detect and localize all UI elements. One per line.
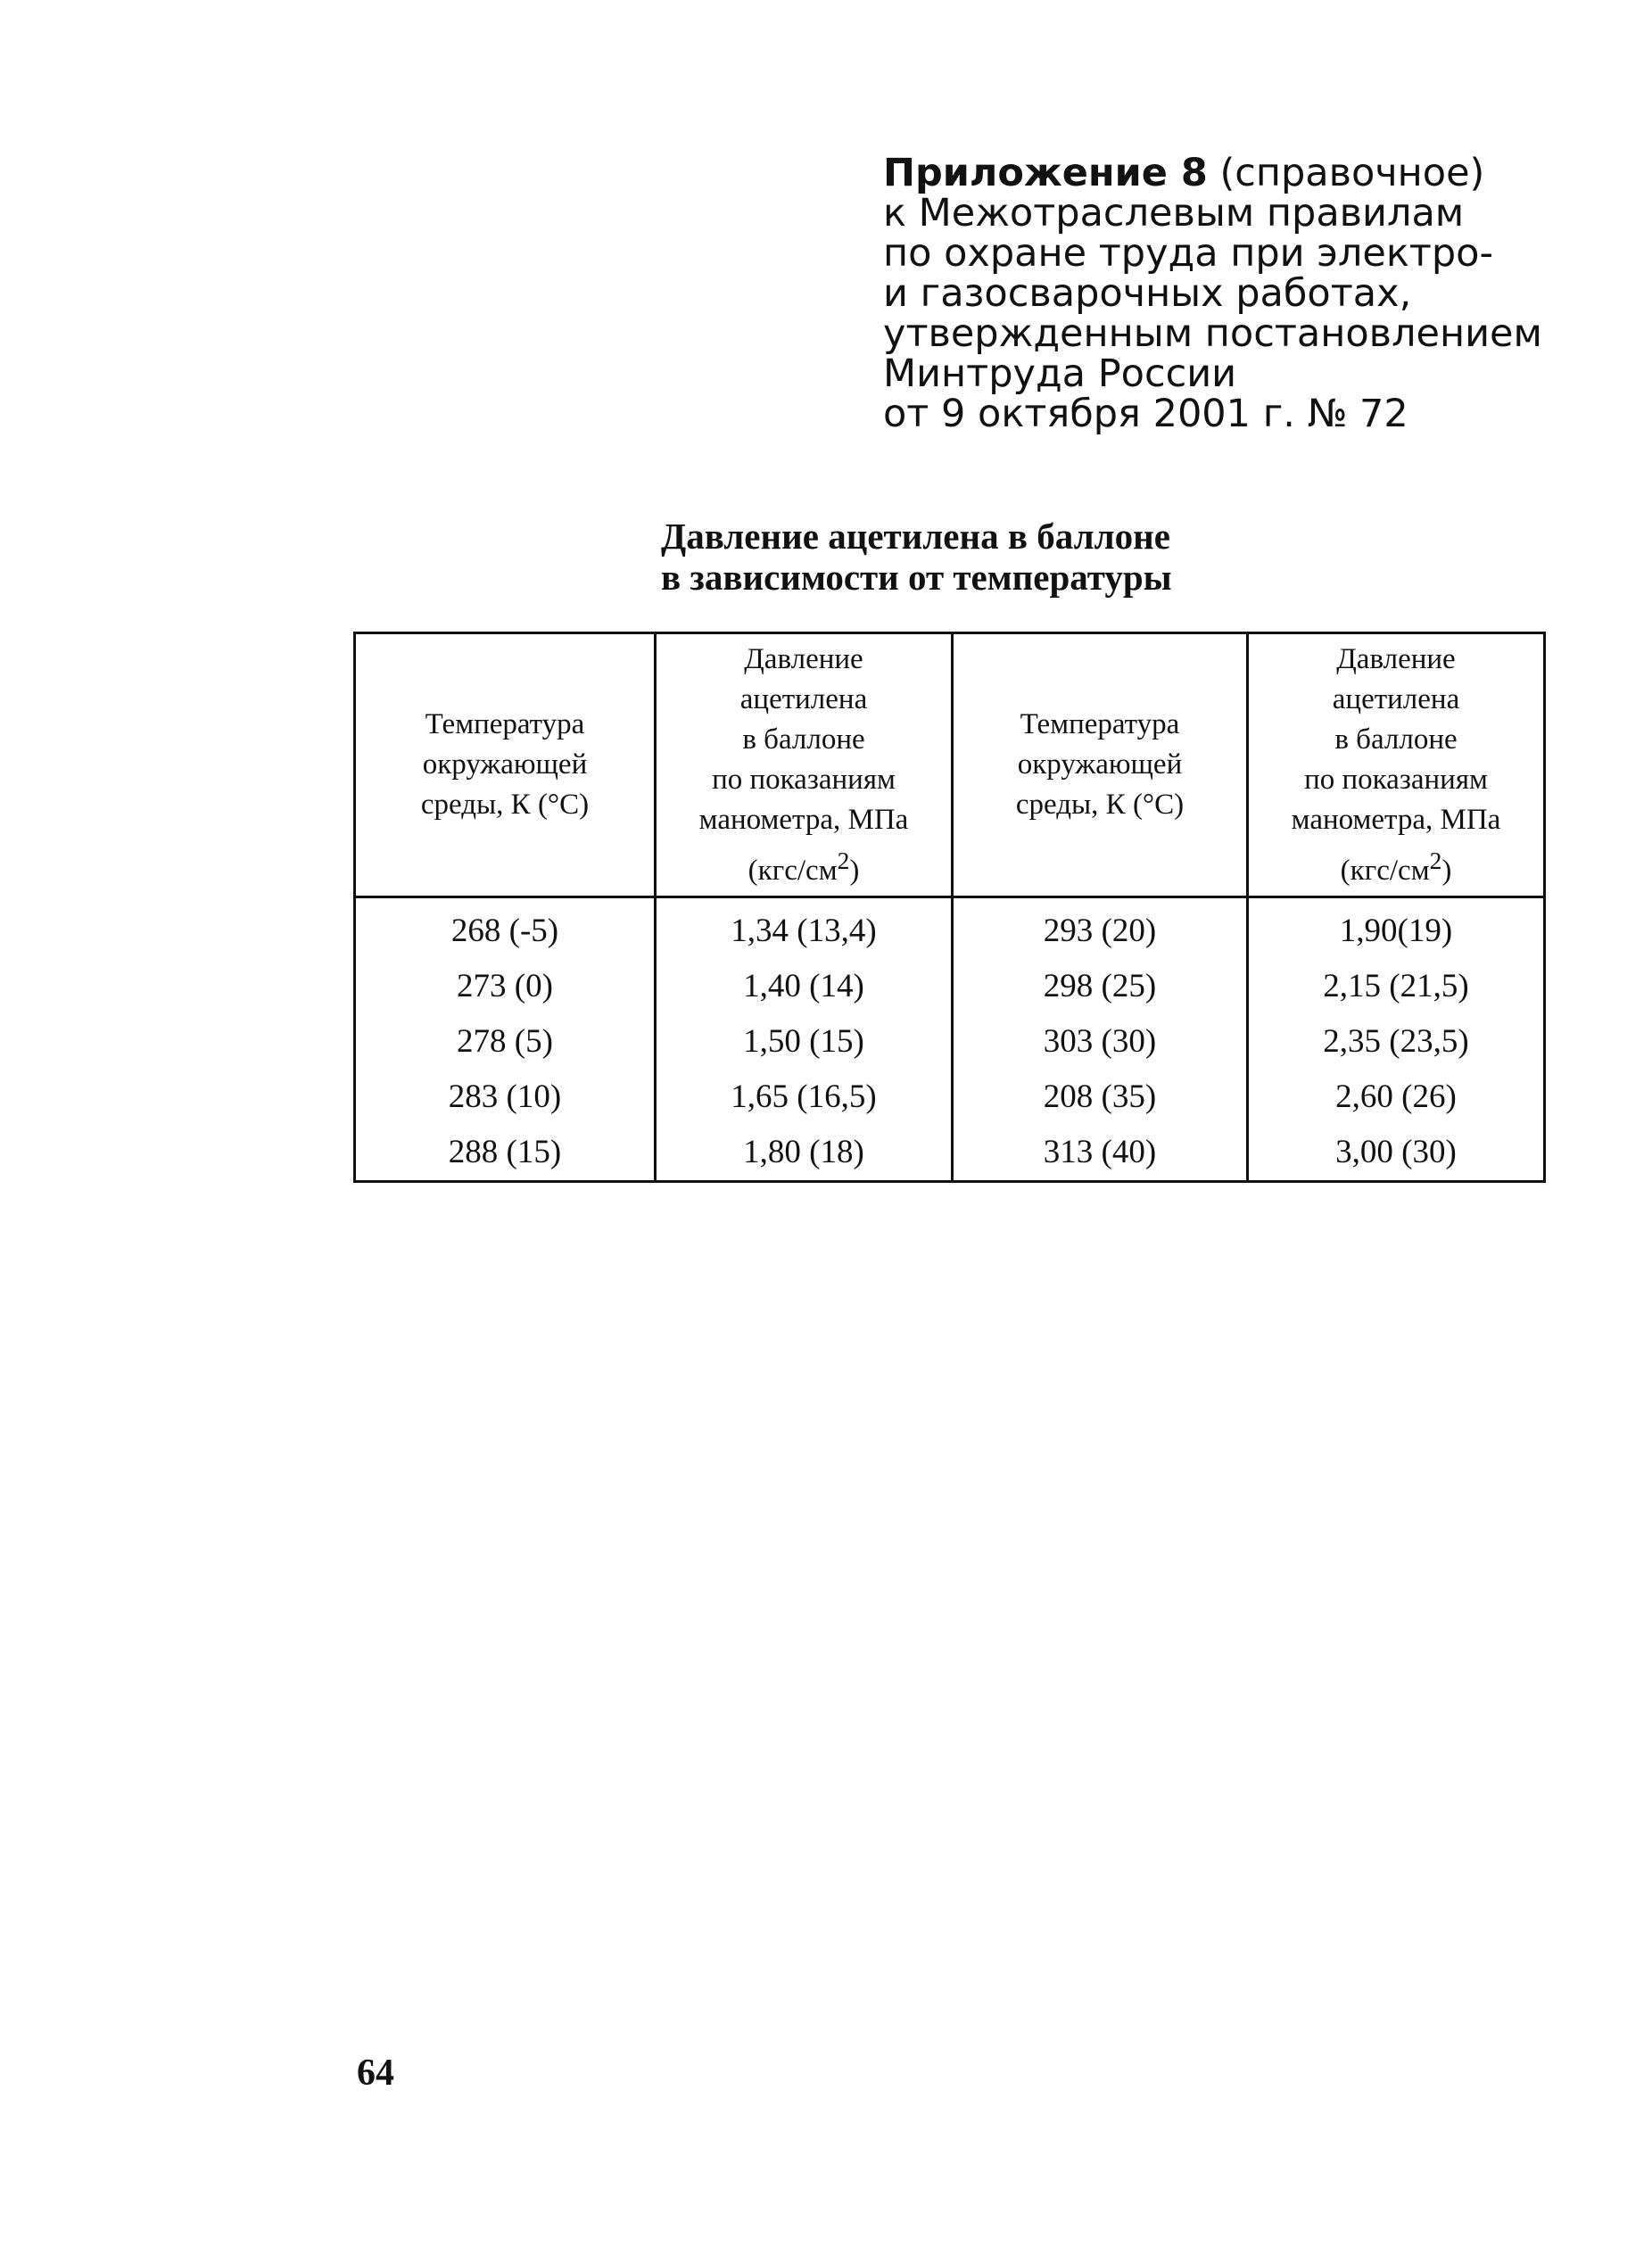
table-title-line-2: в зависимости от температуры xyxy=(661,557,1172,598)
appendix-line-6: от 9 октября 2001 г. № 72 xyxy=(883,392,1408,436)
table-cell: 268 (-5) xyxy=(355,897,656,960)
table-header-row xyxy=(355,633,1545,897)
header-unit-text: ) xyxy=(1441,854,1452,887)
header-unit xyxy=(662,840,946,891)
table-row xyxy=(355,1014,1545,1070)
pressure-table xyxy=(353,632,1546,1183)
table-title xyxy=(0,516,1652,598)
appendix-line-1: к Межотраслевым правилам xyxy=(883,191,1465,235)
header-temperature-1 xyxy=(355,633,656,897)
header-text: окружающей xyxy=(1017,748,1183,781)
header-unit-superscript: 2 xyxy=(837,846,850,874)
table-cell: 298 (25) xyxy=(953,959,1248,1014)
table-title-line-1: Давление ацетилена в баллоне xyxy=(661,516,1170,557)
header-text: манометра, МПа xyxy=(698,803,909,836)
header-text: по показаниям xyxy=(712,763,896,796)
header-text: Температура xyxy=(1020,708,1180,740)
table-row xyxy=(355,897,1545,960)
table-cell: 208 (35) xyxy=(953,1070,1248,1125)
header-text: ацетилена xyxy=(739,682,868,715)
table-cell: 283 (10) xyxy=(355,1070,656,1125)
header-text: среды, К (°С) xyxy=(420,789,590,821)
header-text: окружающей xyxy=(422,748,588,781)
appendix-title-rest: (справочное) xyxy=(1207,151,1485,195)
table-cell: 1,90(19) xyxy=(1248,897,1545,960)
appendix-line-2: по охране труда при электро- xyxy=(883,231,1493,276)
header-unit-text: (кгс/см xyxy=(748,854,838,887)
appendix-header xyxy=(883,153,1561,434)
table-cell: 1,50 (15) xyxy=(656,1014,953,1070)
table-cell: 1,34 (13,4) xyxy=(656,897,953,960)
appendix-line-3: и газосварочных работах, xyxy=(883,271,1412,316)
table-row xyxy=(355,1125,1545,1182)
page-number: 64 xyxy=(357,2053,394,2094)
header-text: Давление xyxy=(1336,642,1456,675)
table-cell: 303 (30) xyxy=(953,1014,1248,1070)
appendix-title-bold: Приложение 8 xyxy=(883,151,1208,195)
table-cell: 288 (15) xyxy=(355,1125,656,1182)
header-temperature-2 xyxy=(953,633,1248,897)
appendix-line-5: Минтруда России xyxy=(883,351,1237,396)
table-cell: 1,80 (18) xyxy=(656,1125,953,1182)
appendix-title-line xyxy=(883,153,1561,194)
table-cell: 1,40 (14) xyxy=(656,959,953,1014)
header-text: ацетилена xyxy=(1332,682,1460,715)
table-cell: 293 (20) xyxy=(953,897,1248,960)
header-unit-superscript: 2 xyxy=(1429,846,1442,874)
table-row xyxy=(355,959,1545,1014)
header-text: среды, К (°С) xyxy=(1015,789,1185,821)
table-cell: 3,00 (30) xyxy=(1248,1125,1545,1182)
header-text: в баллоне xyxy=(1334,723,1458,756)
header-pressure-1 xyxy=(656,633,953,897)
table-cell: 273 (0) xyxy=(355,959,656,1014)
table-cell: 1,65 (16,5) xyxy=(656,1070,953,1125)
table-row xyxy=(355,1070,1545,1125)
header-text: Давление xyxy=(744,642,863,675)
table-cell: 2,60 (26) xyxy=(1248,1070,1545,1125)
header-unit xyxy=(1254,840,1538,891)
header-text: в баллоне xyxy=(742,723,865,756)
header-text: по показаниям xyxy=(1304,763,1488,796)
header-unit-text: ) xyxy=(849,854,860,887)
table-cell: 2,15 (21,5) xyxy=(1248,959,1545,1014)
table-cell: 278 (5) xyxy=(355,1014,656,1070)
header-text: манометра, МПа xyxy=(1291,803,1501,836)
table-cell: 313 (40) xyxy=(953,1125,1248,1182)
header-unit-text: (кгс/см xyxy=(1340,854,1430,887)
header-text: Температура xyxy=(425,708,585,740)
appendix-line-4: утвержденным постановлением xyxy=(883,311,1542,356)
table-cell: 2,35 (23,5) xyxy=(1248,1014,1545,1070)
header-pressure-2 xyxy=(1248,633,1545,897)
